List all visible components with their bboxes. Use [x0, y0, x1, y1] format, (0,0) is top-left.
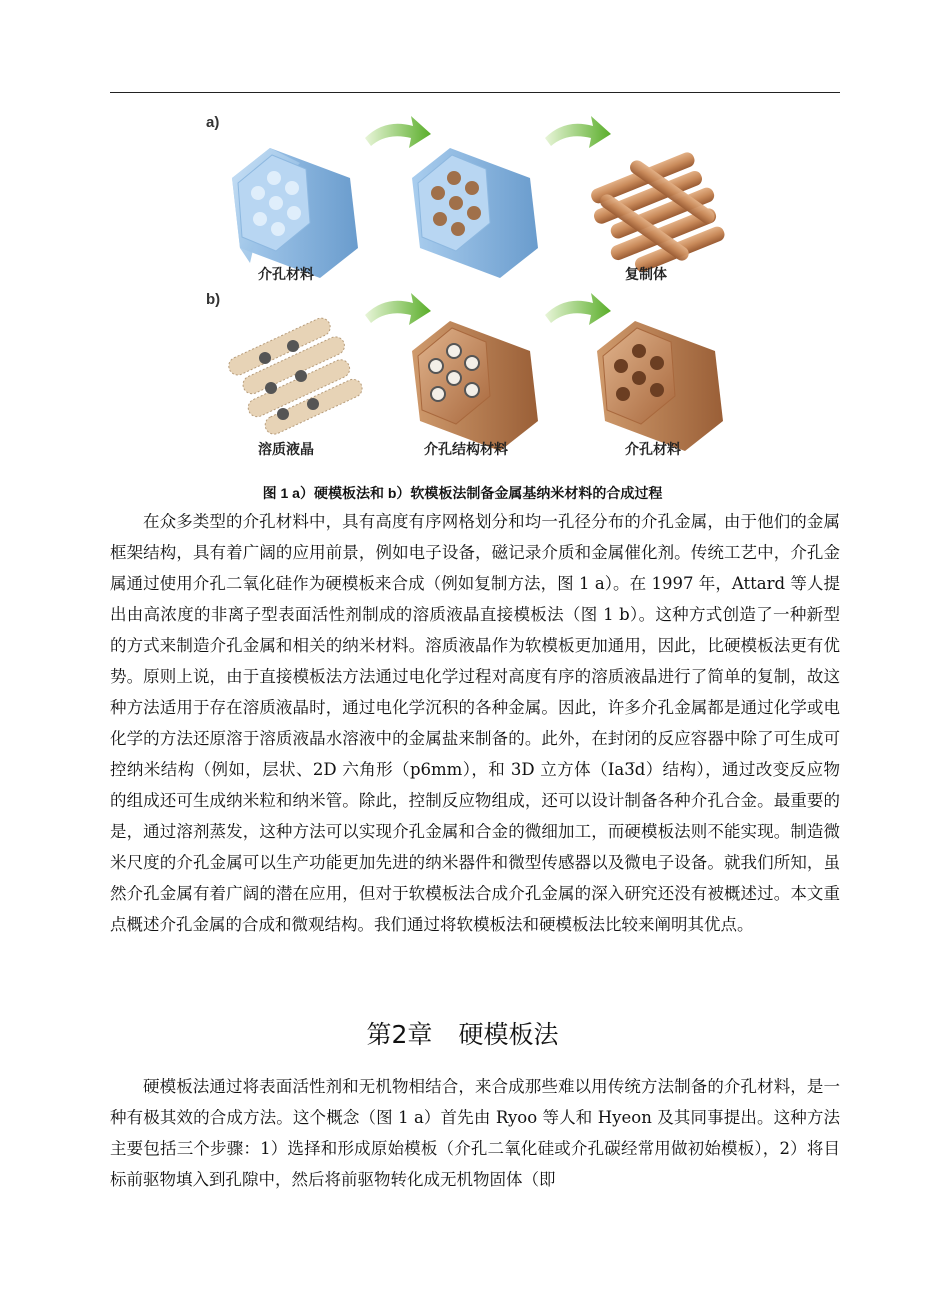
panel-a-label: a) [206, 114, 220, 131]
chapter-heading [0, 1015, 925, 1051]
paragraph-2-text: 硬模板法通过将表面活性剂和无机物相结合，来合成那些难以用传统方法制备的介孔材料，是一种有极其效的合成方法。这个概念（图 1 a）首先由 Ryoo 等人和 Hyeon 及其同事提出。这种方法主要包括三个步骤：1）选择和形成原始模板（介孔二氧化硅或介孔碳经常用做初始模板），2）将目标前驱物填入到孔隙中，然后将前驱物转化成无机物固体（即 [110, 1077, 840, 1189]
chapter-number: 第2章 [366, 1020, 433, 1049]
arrow-icon [545, 293, 611, 325]
mesoporous-metal-hexagon [597, 321, 723, 451]
body-paragraph-1 [110, 506, 840, 940]
label-mesostructured-material: 介孔结构材料 [424, 441, 508, 457]
silica-template-hexagon [232, 148, 358, 278]
figure-caption: 图 1 a）硬模板法和 b）软模板法制备金属基纳米材料的合成过程 [262, 485, 663, 501]
label-mesoporous-material: 介孔材料 [258, 266, 314, 282]
header-rule [110, 92, 840, 93]
label-lyotropic-liquid-crystal: 溶质液晶 [258, 441, 314, 457]
arrow-icon [365, 116, 431, 148]
filled-silica-hexagon [412, 148, 538, 278]
mesostructured-metal-hexagon [412, 321, 538, 451]
figure-illustration [200, 108, 760, 478]
label-replica: 复制体 [625, 266, 667, 282]
label-mesoporous-material-b: 介孔材料 [625, 441, 681, 457]
paragraph-1-text: 在众多类型的介孔材料中，具有高度有序网格划分和均一孔径分布的介孔金属，由于他们的金属框架结构，具有着广阔的应用前景，例如电子设备，磁记录介质和金属催化剂。传统工艺中，介孔金属通过使用介孔二氧化硅作为硬模板来合成（例如复制方法，图 1 a）。在 1997 年，Attard 等人提出由高浓度的非离子型表面活性剂制成的溶质液晶直接模板法（图 1 b）。这种方式创造了一种新型的方式来制造介孔金属和相关的纳米材料。溶质液晶作为软模板更加通用，因此，比硬模板法更有优势。原则上说，由于直接模板法方法通过电化学过程对高度有序的溶质液晶进行了简单的复制，故这种方法适用于存在溶质液晶时，通过电化学沉积的各种金属。因此，许多介孔金属都是通过化学或电化学的方法还原溶于溶质液晶水溶液中的金属盐来制备的。此外，在封闭的反应容器中除了可生成可控纳米结构（例如，层状、2D 六角形（p6mm），和 3D 立方体（Ia3̅d）结构），通过改变反应物的组成还可生成纳米粒和纳米管。除此，控制反应物组成，还可以设计制备各种介孔合金。最重要的是，通过溶剂蒸发，这种方法可以实现介孔金属和合金的微细加工，而硬模板法则不能实现。制造微米尺度的介孔金属可以生产功能更加先进的纳米器件和微型传感器以及微电子设备。就我们所知，虽然介孔金属有着广阔的潜在应用，但对于软模板法合成介孔金属的深入研究还没有被概述过。本文重点概述介孔金属的合成和微观结构。我们通过将软模板法和硬模板法比较来阐明其优点。 [110, 512, 840, 934]
metal-replica-rods [584, 148, 731, 281]
figure-1 [200, 108, 760, 478]
body-paragraph-2 [110, 1071, 840, 1195]
chapter-title: 硬模板法 [458, 1020, 559, 1049]
surfactant-micelle-rods [226, 313, 367, 440]
arrow-icon [545, 116, 611, 148]
panel-b-label: b) [206, 291, 221, 308]
arrow-icon [365, 293, 431, 325]
